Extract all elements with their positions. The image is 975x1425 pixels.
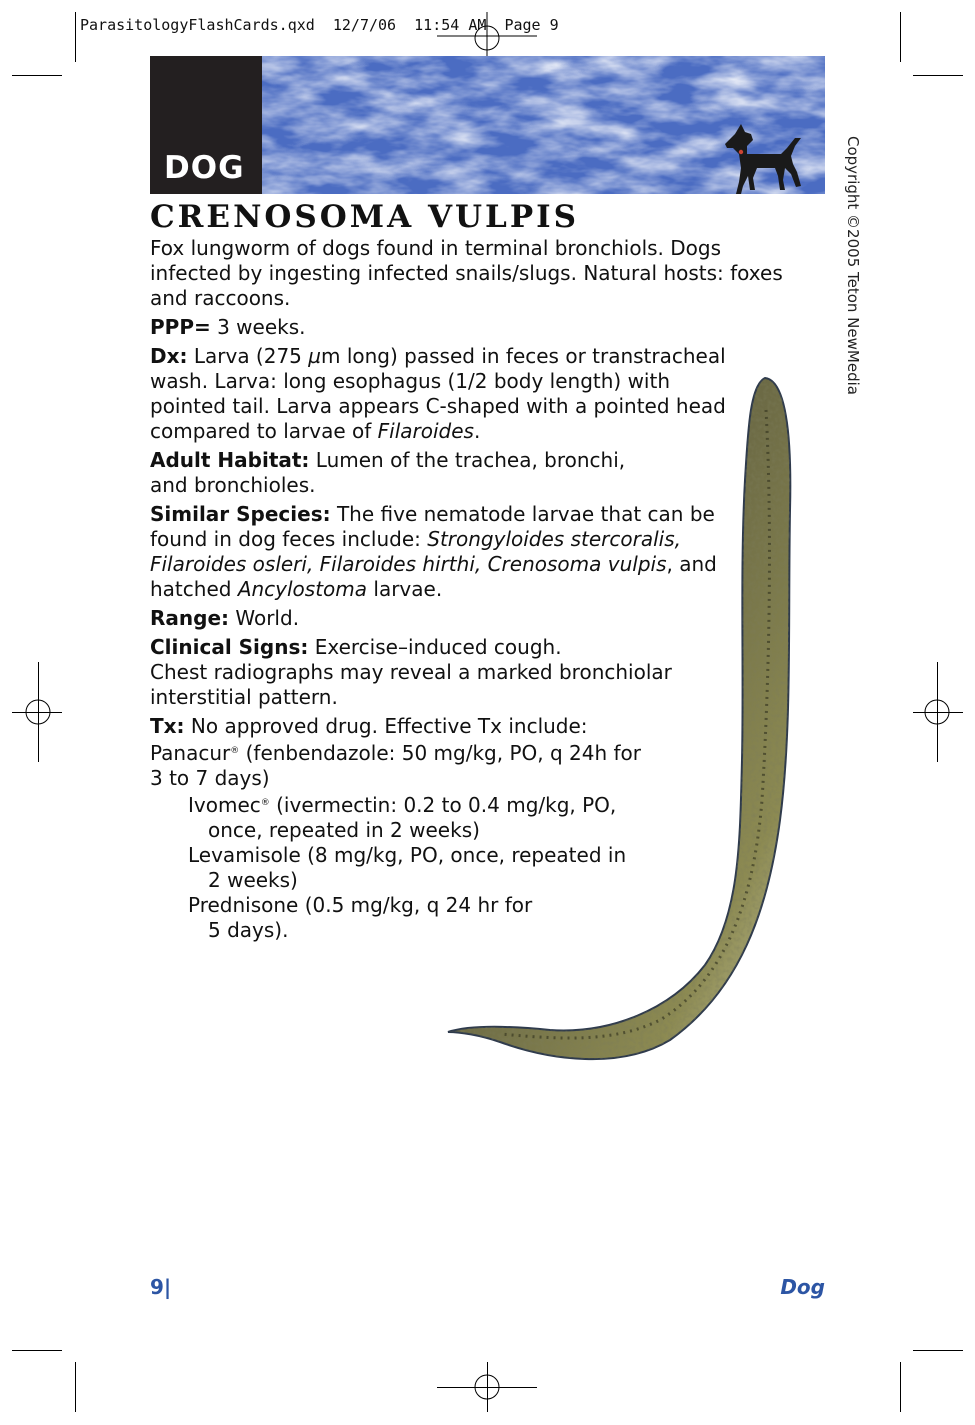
tx-panacur-dose: (fenbendazole: 50 mg/kg, PO, q 24h for [239,741,642,765]
range-paragraph [150,606,810,631]
similar-species: Strongyloides stercoralis, Filaroides osleri, Filaroides hirthi, Crenosoma vulpis [150,527,681,576]
tx-label: Tx: [150,714,185,738]
tx-panacur-dose-2: 3 to 7 days) [150,766,270,790]
registered-mark: ® [260,798,270,808]
dog-silhouette-icon [721,124,809,194]
similar-text-3: larvae. [367,577,443,601]
tx-line: 5 days). [208,918,289,942]
category-banner [150,56,825,194]
ppp-label: PPP= [150,315,211,339]
clinical-text-2: Chest radiographs may reveal a marked bronchiolar [150,660,672,684]
tx-line: once, repeated in 2 weeks) [208,818,480,842]
clinical-text: Exercise–induced cough. [308,635,562,659]
tx-ivomec-dose: (ivermectin: 0.2 to 0.4 mg/kg, PO, [269,793,617,817]
tx-drug-prednisone [150,893,810,943]
ppp-text: 3 weeks. [210,315,306,339]
intro-line: Fox lungworm of dogs found in terminal bronchiols. Dogs [150,236,722,260]
similar-genus: Ancylostoma [237,577,368,601]
dx-label: Dx: [150,344,188,368]
tx-drug-ivomec [150,791,810,843]
dx-end: . [473,419,481,443]
page-number: 9| [150,1275,172,1299]
clinical-text-3: interstitial pattern. [150,685,338,709]
intro-paragraph [150,236,810,311]
ppp-paragraph [150,315,810,340]
intro-line: and raccoons. [150,286,291,310]
page-title: CRENOSOMA VULPIS [150,199,580,235]
banner-label: DOG [164,150,245,186]
file-slug: ParasitologyFlashCards.qxd 12/7/06 11:54 AM Page 9 [80,16,559,34]
copyright-notice: Copyright ©2005 Teton NewMedia [844,136,862,395]
section-name: Dog [780,1275,825,1299]
tx-line: 2 weeks) [208,868,298,892]
tx-text: No approved drug. Effective Tx include: [184,714,588,738]
clinical-paragraph [150,635,810,710]
range-label: Range: [150,606,230,630]
registered-mark: ® [230,746,240,756]
clinical-label: Clinical Signs: [150,635,309,659]
habitat-text: Lumen of the trachea, bronchi, [309,448,626,472]
card-body [150,236,810,943]
dx-paragraph [150,344,740,444]
dx-text: Larva (275 [187,344,309,368]
dx-text-2: m long) passed in feces or transtracheal wash. Larva: long esophagus (1/2 body length) with pointed tail. Larva appears C-shaped with a pointed head compared to larvae of [150,344,726,443]
tx-ivomec-name: Ivomec [188,793,261,817]
tx-drug-levamisole [150,843,810,893]
intro-line: infected by ingesting infected snails/slugs. Natural hosts: foxes [150,261,783,285]
range-text: World. [229,606,300,630]
tx-paragraph [150,714,810,791]
tx-drug-panacur: Panacur [150,741,231,765]
habitat-paragraph [150,448,810,498]
similar-text-2: , and hatched [150,552,717,601]
banner-label-block [150,56,262,194]
dx-genus: Filaroides [377,419,474,443]
similar-paragraph [150,502,720,602]
similar-text: The five nematode larvae that can be found in dog feces include: [150,502,715,551]
dx-mu: µ [308,344,321,368]
habitat-label: Adult Habitat: [150,448,310,472]
similar-label: Similar Species: [150,502,331,526]
tx-line: Levamisole (8 mg/kg, PO, once, repeated in [188,843,627,867]
tx-line: Prednisone (0.5 mg/kg, q 24 hr for [188,893,533,917]
tx-line [150,791,810,818]
habitat-text-2: and bronchioles. [150,473,316,497]
